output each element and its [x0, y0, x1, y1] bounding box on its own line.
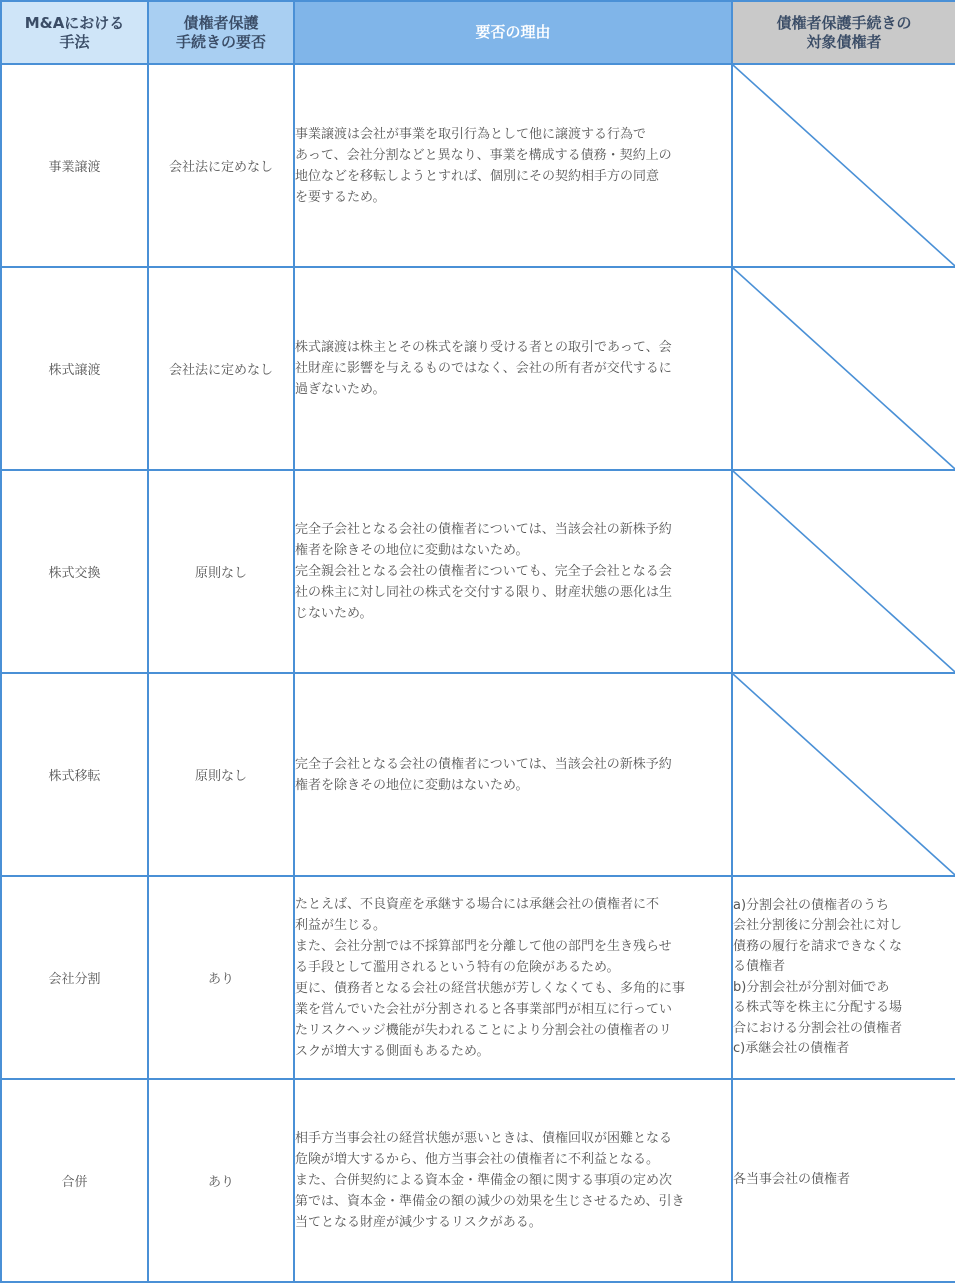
required-cell: 原則なし	[148, 673, 294, 876]
reason-line: また、会社分割では不採算部門を分離して他の部門を生き残らせ	[295, 938, 672, 954]
reason-line: を要するため。	[295, 189, 386, 205]
reason-line: る手段として濫用されるという特有の危険があるため。	[295, 959, 620, 975]
required-cell: 会社法に定めなし	[148, 267, 294, 470]
table-row	[1, 673, 955, 876]
header-method-line: M&Aにおける	[24, 13, 125, 32]
reason-line: あって、会社分割などと異なり、事業を構成する債務・契約上の	[295, 147, 672, 163]
reason-line: 完全親会社となる会社の債権者についても、完全子会社となる会	[295, 564, 672, 579]
table-row	[1, 64, 955, 267]
reason-cell	[294, 267, 732, 470]
header-required-line: 債権者保護	[183, 13, 259, 32]
target-line: 債務の履行を請求できなくな	[733, 938, 903, 954]
reason-line: 過ぎないため。	[295, 382, 386, 397]
target-line: 合における分割会社の債権者	[733, 1020, 903, 1036]
table-row	[1, 1079, 955, 1282]
header-method	[1, 1, 148, 64]
reason-line: 完全子会社となる会社の債権者については、当該会社の新株予約	[295, 756, 672, 772]
target-line: る債権者	[733, 959, 786, 974]
target-cell	[732, 876, 955, 1079]
header-required	[148, 1, 294, 64]
target-line: a)分割会社の債権者のうち	[733, 897, 890, 913]
table-body	[1, 64, 955, 1282]
reason-line: 業を営んでいた会社が分割されると各事業部門が相互に行ってい	[295, 1001, 673, 1017]
reason-line: 相手方当事会社の経営状態が悪いときは、債権回収が困難となる	[295, 1131, 673, 1146]
diagonal-slash-icon	[733, 268, 955, 469]
reason-line: 権者を除きその地位に変動はないため。	[295, 777, 529, 793]
reason-line: 完全子会社となる会社の債権者については、当該会社の新株予約	[295, 522, 672, 537]
not-applicable-cell	[732, 267, 955, 470]
header-reason: 要否の理由	[294, 1, 732, 64]
reason-line: 社の株主に対し同社の株式を交付する限り、財産状態の悪化は生	[295, 585, 673, 600]
reason-cell	[294, 876, 732, 1079]
reason-line: 危険が増大するから、他方当事会社の債権者に不利益となる。	[295, 1152, 660, 1167]
method-cell: 合併	[1, 1079, 148, 1282]
reason-line: 更に、債務者となる会社の経営状態が芳しくなくても、多角的に事	[295, 980, 686, 996]
reason-line: たリスクヘッジ機能が失われることにより分割会社の債権者のリ	[295, 1022, 672, 1038]
table-row	[1, 470, 955, 673]
reason-line: じないため。	[295, 606, 373, 621]
header-target	[732, 1, 955, 64]
table-row	[1, 267, 955, 470]
not-applicable-cell	[732, 470, 955, 673]
not-applicable-cell	[732, 64, 955, 267]
table-row	[1, 876, 955, 1079]
reason-line: 社財産に影響を与えるものではなく、会社の所有者が交代するに	[295, 361, 672, 376]
header-row	[1, 1, 955, 64]
target-cell	[732, 1079, 955, 1282]
required-cell: あり	[148, 876, 294, 1079]
reason-line: 利益が生じる。	[295, 917, 387, 933]
method-cell: 株式交換	[1, 470, 148, 673]
diagonal-slash-icon	[733, 471, 955, 672]
reason-cell	[294, 64, 732, 267]
reason-line: 地位などを移転しようとすれば、個別にその契約相手方の同意	[295, 168, 660, 184]
header-target-line: 対象債権者	[806, 32, 882, 51]
reason-line: スクが増大する側面もあるため。	[295, 1043, 490, 1059]
target-line: 各当事会社の債権者	[733, 1172, 851, 1188]
diagonal-slash-icon	[733, 674, 955, 875]
required-cell: 会社法に定めなし	[148, 64, 294, 267]
method-cell: 事業譲渡	[1, 64, 148, 267]
reason-cell	[294, 1079, 732, 1282]
target-line: る株式等を株主に分配する場	[733, 1000, 903, 1015]
target-line: b)分割会社が分割対価であ	[733, 979, 890, 995]
method-cell: 株式譲渡	[1, 267, 148, 470]
not-applicable-cell	[732, 673, 955, 876]
reason-line: 株式譲渡は株主とその株式を譲り受ける者との取引であって、会	[295, 340, 672, 355]
method-cell: 会社分割	[1, 876, 148, 1079]
reason-cell	[294, 673, 732, 876]
target-line: c)承継会社の債権者	[733, 1041, 850, 1056]
reason-line: 第では、資本金・準備金の額の減少の効果を生じさせるため、引き	[295, 1194, 685, 1209]
header-required-line: 手続きの要否	[175, 32, 266, 51]
method-cell: 株式移転	[1, 673, 148, 876]
reason-line: 当てとなる財産が減少するリスクがある。	[295, 1215, 542, 1230]
header-target-line: 債権者保護手続きの	[776, 13, 912, 32]
target-line: 会社分割後に分割会社に対し	[733, 918, 903, 933]
reason-line: 権者を除きその地位に変動はないため。	[295, 543, 529, 558]
reason-line: また、合併契約による資本金・準備金の額に関する事項の定め次	[295, 1173, 673, 1188]
reason-line: 事業譲渡は会社が事業を取引行為として他に譲渡する行為で	[295, 126, 647, 142]
diagonal-slash-icon	[733, 65, 955, 266]
header-method-line: 手法	[59, 32, 90, 51]
required-cell: 原則なし	[148, 470, 294, 673]
required-cell: あり	[148, 1079, 294, 1282]
reason-line: たとえば、不良資産を承継する場合には承継会社の債権者に不	[295, 896, 660, 912]
reason-cell	[294, 470, 732, 673]
